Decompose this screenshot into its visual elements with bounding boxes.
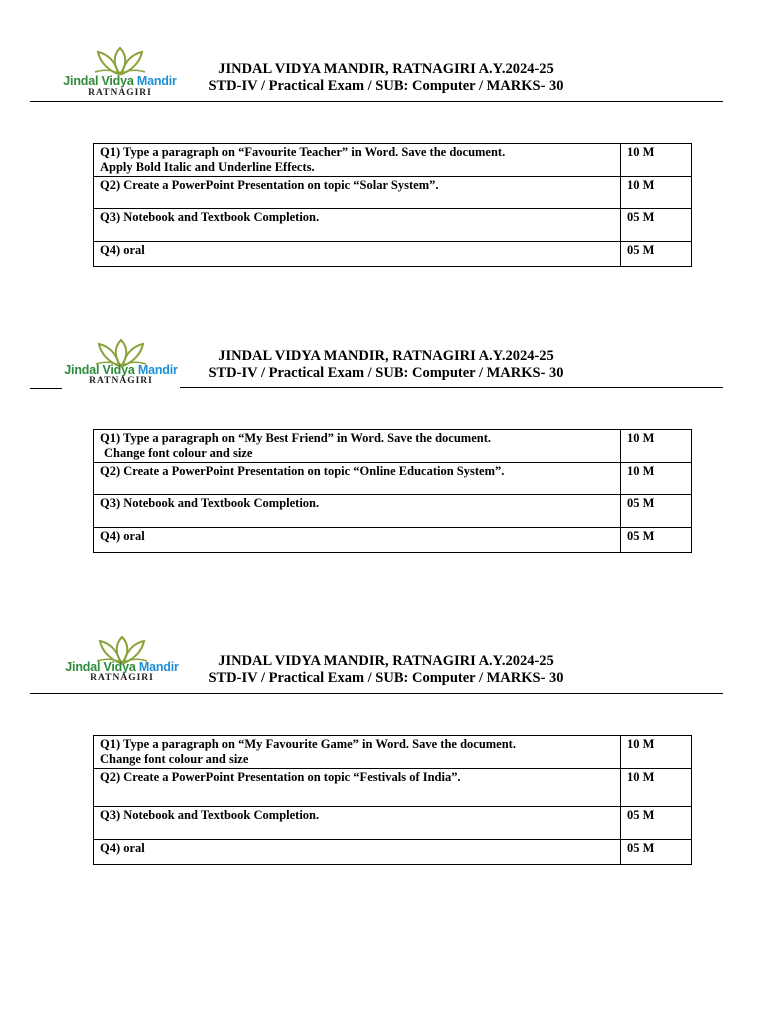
school-logo xyxy=(41,338,201,398)
exam-heading: STD-IV / Practical Exam / SUB: Computer / MARKS- 30 xyxy=(208,670,564,686)
logo-name-accent: Mandir xyxy=(137,363,178,377)
question-cell: Q2) Create a PowerPoint Presentation on topic “Online Education System”. xyxy=(94,463,621,495)
question-cell: Q4) oral xyxy=(94,528,621,553)
header-rule xyxy=(30,388,62,389)
table-row xyxy=(94,736,692,769)
lotus-logo-icon xyxy=(90,46,150,76)
logo-name-accent: Mandir xyxy=(138,660,179,674)
question-cell: Q4) oral xyxy=(94,242,621,267)
header-rule xyxy=(30,101,723,102)
marks-cell: 10 M xyxy=(621,736,692,769)
logo-name-text: Jindal Vidya xyxy=(63,74,134,88)
question-cell: Q3) Notebook and Textbook Completion. xyxy=(94,495,621,528)
question-table xyxy=(93,143,692,267)
question-cell: Q1) Type a paragraph on “Favourite Teacher” in Word. Save the document. Apply Bold Italic and Underline Effects. xyxy=(94,144,621,177)
table-row xyxy=(94,177,692,209)
question-cell: Q2) Create a PowerPoint Presentation on topic “Solar System”. xyxy=(94,177,621,209)
marks-cell: 05 M xyxy=(621,528,692,553)
logo-place: RATNAGIRI xyxy=(89,376,153,386)
marks-cell: 05 M xyxy=(621,495,692,528)
marks-cell: 10 M xyxy=(621,463,692,495)
header-rule xyxy=(30,693,723,694)
question-table xyxy=(93,429,692,553)
table-row xyxy=(94,144,692,177)
marks-cell: 10 M xyxy=(621,430,692,463)
table-row xyxy=(94,463,692,495)
logo-name-text: Jindal Vidya xyxy=(64,363,135,377)
marks-cell: 05 M xyxy=(621,807,692,840)
slip-title xyxy=(196,653,576,687)
logo-name-text: Jindal Vidya xyxy=(65,660,136,674)
slip-title xyxy=(196,61,576,95)
school-heading: JINDAL VIDYA MANDIR, RATNAGIRI A.Y.2024-25 xyxy=(218,653,554,669)
header-rule xyxy=(180,387,723,388)
question-cell: Q2) Create a PowerPoint Presentation on topic “Festivals of India”. xyxy=(94,769,621,807)
table-row xyxy=(94,209,692,242)
marks-cell: 10 M xyxy=(621,177,692,209)
logo-place: RATNAGIRI xyxy=(88,88,152,98)
logo-place: RATNAGIRI xyxy=(90,673,154,683)
question-cell: Q3) Notebook and Textbook Completion. xyxy=(94,807,621,840)
table-row xyxy=(94,769,692,807)
table-row xyxy=(94,242,692,267)
question-cell: Q4) oral xyxy=(94,840,621,865)
marks-cell: 05 M xyxy=(621,242,692,267)
question-table xyxy=(93,735,692,865)
table-row xyxy=(94,528,692,553)
exam-heading: STD-IV / Practical Exam / SUB: Computer / MARKS- 30 xyxy=(208,365,564,381)
question-cell: Q1) Type a paragraph on “My Best Friend” in Word. Save the document. Change font colour and size xyxy=(94,430,621,463)
school-heading: JINDAL VIDYA MANDIR, RATNAGIRI A.Y.2024-25 xyxy=(218,61,554,77)
school-logo xyxy=(40,46,200,106)
marks-cell: 10 M xyxy=(621,144,692,177)
school-heading: JINDAL VIDYA MANDIR, RATNAGIRI A.Y.2024-25 xyxy=(218,348,554,364)
question-cell: Q1) Type a paragraph on “My Favourite Game” in Word. Save the document. Change font colour and size xyxy=(94,736,621,769)
table-row xyxy=(94,840,692,865)
exam-heading: STD-IV / Practical Exam / SUB: Computer / MARKS- 30 xyxy=(208,78,564,94)
table-row xyxy=(94,807,692,840)
school-logo xyxy=(42,635,202,695)
marks-cell: 05 M xyxy=(621,209,692,242)
slip-title xyxy=(196,348,576,382)
question-cell: Q3) Notebook and Textbook Completion. xyxy=(94,209,621,242)
marks-cell: 05 M xyxy=(621,840,692,865)
marks-cell: 10 M xyxy=(621,769,692,807)
logo-name-accent: Mandir xyxy=(136,74,177,88)
table-row xyxy=(94,495,692,528)
table-row xyxy=(94,430,692,463)
